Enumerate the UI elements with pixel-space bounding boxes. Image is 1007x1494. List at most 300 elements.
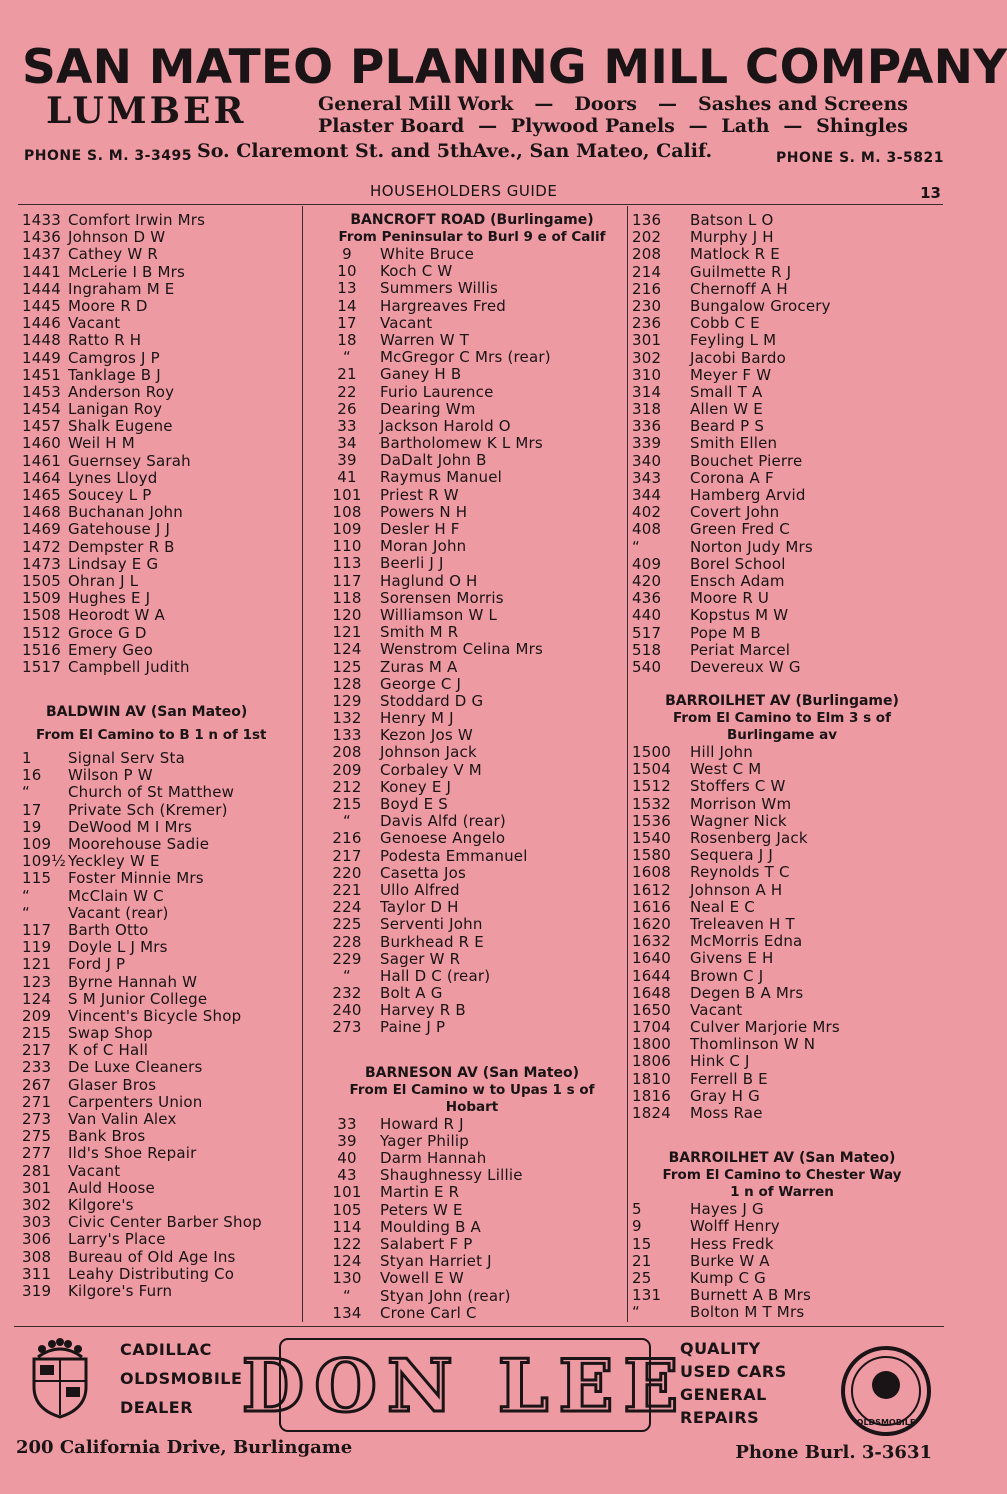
resident-name: Casetta Jos xyxy=(380,863,467,882)
resident-name: Church of St Matthew xyxy=(68,783,235,802)
directory-entry xyxy=(318,366,626,383)
directory-entry xyxy=(632,384,932,401)
house-number: 1648 xyxy=(632,983,671,1002)
house-number: 1451 xyxy=(22,365,61,384)
directory-entry xyxy=(318,624,626,641)
directory-entry xyxy=(22,956,300,973)
resident-name: Lynes Lloyd xyxy=(68,468,158,487)
house-number: 1449 xyxy=(22,348,61,367)
directory-entry xyxy=(632,315,932,332)
street-range: 1 n of Warren xyxy=(730,1184,834,1201)
house-number: 39 xyxy=(337,1131,357,1150)
service-item: Sashes and Screens xyxy=(698,93,908,115)
house-number: 14 xyxy=(337,296,357,315)
service-item: — xyxy=(688,115,708,137)
house-number: 118 xyxy=(332,588,362,607)
service-item: — xyxy=(657,93,677,115)
resident-name: Private Sch (Kremer) xyxy=(68,800,228,819)
resident-name: Periat Marcel xyxy=(690,640,791,659)
resident-name: Stoffers C W xyxy=(690,777,786,796)
directory-entry xyxy=(318,848,626,865)
directory-entry xyxy=(318,1002,626,1019)
resident-name: Salabert F P xyxy=(380,1234,473,1253)
resident-name: Priest R W xyxy=(380,485,459,504)
directory-entry xyxy=(632,916,932,933)
directory-entry xyxy=(22,470,300,487)
house-number: 1464 xyxy=(22,468,61,487)
resident-name: Carpenters Union xyxy=(68,1092,203,1111)
house-number: 41 xyxy=(337,468,357,487)
house-number: 1536 xyxy=(632,811,671,830)
house-number: 10 xyxy=(337,262,357,281)
directory-entry xyxy=(22,1042,300,1059)
house-number: 228 xyxy=(332,932,362,951)
directory-entry xyxy=(632,367,932,384)
resident-name: Powers N H xyxy=(380,502,468,521)
directory-entry xyxy=(22,281,300,298)
directory-entry xyxy=(632,950,932,967)
house-number: 311 xyxy=(22,1264,52,1283)
resident-name: Foster Minnie Mrs xyxy=(68,869,204,888)
directory-entry xyxy=(318,573,626,590)
directory-entry xyxy=(318,934,626,951)
directory-entry xyxy=(318,435,626,452)
directory-entry xyxy=(632,864,932,881)
resident-name: Moulding B A xyxy=(380,1217,481,1236)
house-number: 130 xyxy=(332,1269,362,1288)
resident-name: Lindsay E G xyxy=(68,554,159,573)
house-number: 9 xyxy=(632,1217,642,1236)
directory-entry xyxy=(632,847,932,864)
house-number: “ xyxy=(22,783,30,802)
house-number: 271 xyxy=(22,1092,52,1111)
street-range: Hobart xyxy=(445,1098,499,1115)
house-number: 128 xyxy=(332,674,362,693)
directory-entry xyxy=(22,1283,300,1300)
house-number: 132 xyxy=(332,709,362,728)
directory-entry xyxy=(22,1214,300,1231)
directory-entry xyxy=(632,1053,932,1070)
directory-entry xyxy=(632,882,932,899)
resident-name: Jackson Harold O xyxy=(380,416,511,435)
resident-name: Anderson Roy xyxy=(68,382,175,401)
resident-name: Kopstus M W xyxy=(690,606,789,625)
top-advertisement xyxy=(18,40,1007,175)
house-number: 40 xyxy=(337,1149,357,1167)
directory-entry xyxy=(632,453,932,470)
directory-entry xyxy=(22,556,300,573)
directory-entry xyxy=(632,1071,932,1088)
house-number: 214 xyxy=(632,262,662,281)
house-number: 1446 xyxy=(22,314,61,333)
resident-name: Hargreaves Fred xyxy=(380,296,506,315)
resident-name: DaDalt John B xyxy=(380,451,487,470)
directory-entry xyxy=(22,332,300,349)
directory-entry xyxy=(318,1253,626,1270)
house-number: 1433 xyxy=(22,211,61,229)
house-number: 240 xyxy=(332,1001,362,1020)
resident-name: Bartholomew K L Mrs xyxy=(380,434,543,453)
resident-name: Taylor D H xyxy=(380,898,459,917)
house-number: 117 xyxy=(332,571,362,590)
house-number: 134 xyxy=(332,1303,362,1322)
directory-entry xyxy=(632,281,932,298)
house-number: 1461 xyxy=(22,451,61,470)
directory-entry xyxy=(22,573,300,590)
directory-column-1 xyxy=(22,212,300,1300)
house-number: 308 xyxy=(22,1247,52,1266)
directory-entry xyxy=(318,659,626,676)
directory-entry xyxy=(22,453,300,470)
directory-entry xyxy=(318,590,626,607)
resident-name: De Luxe Cleaners xyxy=(68,1058,203,1077)
directory-entry xyxy=(22,1059,300,1076)
resident-name: Gray H G xyxy=(690,1086,760,1105)
directory-entry xyxy=(22,590,300,607)
directory-entry xyxy=(22,1197,300,1214)
resident-name: Guilmette R J xyxy=(690,262,792,281)
house-number: 233 xyxy=(22,1058,52,1077)
resident-name: Neal E C xyxy=(690,897,755,916)
house-number: 281 xyxy=(22,1161,52,1180)
resident-name: Guernsey Sarah xyxy=(68,451,191,470)
directory-entry xyxy=(632,1002,932,1019)
resident-name: Cathey W R xyxy=(68,245,158,264)
house-number: 1632 xyxy=(632,932,671,951)
directory-entry xyxy=(22,539,300,556)
house-number: “ xyxy=(343,812,351,831)
house-number: “ xyxy=(22,903,30,922)
directory-entry xyxy=(22,264,300,281)
directory-entry xyxy=(22,1025,300,1042)
resident-name: McClain W C xyxy=(68,886,164,905)
resident-name: Darm Hannah xyxy=(380,1149,487,1167)
house-number: 220 xyxy=(332,863,362,882)
resident-name: Heorodt W A xyxy=(68,606,165,625)
resident-name: Koch C W xyxy=(380,262,453,281)
resident-name: Swap Shop xyxy=(68,1024,153,1043)
street-heading: BARNESON AV (San Mateo) xyxy=(364,1064,580,1081)
resident-name: Larry's Place xyxy=(68,1230,166,1249)
company-name: SAN MATEO PLANING MILL COMPANY xyxy=(22,40,1007,95)
directory-entry xyxy=(632,968,932,985)
resident-name: Covert John xyxy=(690,503,780,522)
house-number: 33 xyxy=(337,416,357,435)
directory-entry xyxy=(632,1218,932,1235)
resident-name: Norton Judy Mrs xyxy=(690,537,813,556)
house-number: 224 xyxy=(332,898,362,917)
house-number: 43 xyxy=(337,1166,357,1185)
house-number: 310 xyxy=(632,365,662,384)
directory-entry xyxy=(318,1150,626,1167)
house-number: 1441 xyxy=(22,262,61,281)
resident-name: Sager W R xyxy=(380,949,461,968)
directory-entry xyxy=(318,1184,626,1201)
directory-entry xyxy=(22,659,300,676)
house-number: “ xyxy=(632,537,640,556)
resident-name: Camgros J P xyxy=(68,348,160,367)
directory-entry xyxy=(318,452,626,469)
directory-entry xyxy=(632,625,932,642)
directory-entry xyxy=(318,641,626,658)
house-number: 344 xyxy=(632,486,662,504)
house-number: 318 xyxy=(632,400,662,419)
resident-name: Harvey R B xyxy=(380,1001,466,1020)
house-number: 1824 xyxy=(632,1104,671,1122)
directory-entry xyxy=(632,813,932,830)
house-number: 319 xyxy=(22,1281,52,1300)
resident-name: Ingraham M E xyxy=(68,279,175,298)
directory-column-3 xyxy=(632,212,932,1322)
resident-name: Haglund O H xyxy=(380,571,478,590)
resident-name: McMorris Edna xyxy=(690,932,803,951)
resident-name: Tanklage B J xyxy=(68,365,161,384)
resident-name: Bouchet Pierre xyxy=(690,451,803,470)
service-lines xyxy=(680,1337,787,1429)
resident-name: Hayes J G xyxy=(690,1200,764,1219)
house-number: 314 xyxy=(632,382,662,401)
resident-name: Glaser Bros xyxy=(68,1075,157,1094)
house-number: 1806 xyxy=(632,1052,671,1071)
directory-entry xyxy=(632,229,932,246)
house-number: 230 xyxy=(632,296,662,315)
directory-entry xyxy=(318,968,626,985)
directory-entry xyxy=(22,974,300,991)
directory-entry xyxy=(632,744,932,761)
house-number: 114 xyxy=(332,1217,362,1236)
house-number: 440 xyxy=(632,606,662,625)
resident-name: Burnett A B Mrs xyxy=(690,1286,811,1305)
service-line: QUALITY xyxy=(680,1339,761,1358)
directory-entry xyxy=(632,1253,932,1270)
resident-name: Bolt A G xyxy=(380,984,443,1003)
resident-name: Hink C J xyxy=(690,1052,750,1071)
directory-entry xyxy=(318,607,626,624)
resident-name: Hill John xyxy=(690,743,753,762)
house-number: 117 xyxy=(22,920,52,939)
resident-name: Crone Carl C xyxy=(380,1303,477,1322)
house-number: 302 xyxy=(632,348,662,367)
house-number: 402 xyxy=(632,503,662,522)
house-number: 1512 xyxy=(632,777,671,796)
directory-entry xyxy=(22,767,300,784)
directory-entry xyxy=(22,922,300,939)
street-heading: BANCROFT ROAD (Burlingame) xyxy=(350,212,594,228)
services-line-1 xyxy=(318,93,908,115)
directory-entry xyxy=(22,521,300,538)
directory-entry xyxy=(22,1128,300,1145)
resident-name: Wolff Henry xyxy=(690,1217,780,1236)
directory-entry xyxy=(318,555,626,572)
resident-name: Hess Fredk xyxy=(690,1234,774,1253)
house-number: 1620 xyxy=(632,914,671,933)
dealer-lines xyxy=(120,1335,242,1422)
resident-name: Johnson D W xyxy=(68,228,166,247)
house-number: 209 xyxy=(22,1006,52,1025)
resident-name: Martin E R xyxy=(380,1183,460,1202)
house-number: 1800 xyxy=(632,1035,671,1054)
house-number: 518 xyxy=(632,640,662,659)
directory-entry xyxy=(318,418,626,435)
resident-name: McLerie I B Mrs xyxy=(68,262,186,281)
directory-entry xyxy=(22,625,300,642)
resident-name: Ratto R H xyxy=(68,331,142,350)
house-number: 133 xyxy=(332,726,362,745)
resident-name: Moss Rae xyxy=(690,1104,763,1122)
directory-entry xyxy=(22,1266,300,1283)
resident-name: Allen W E xyxy=(690,400,763,419)
dealer-address: 200 California Drive, Burlingame xyxy=(16,1437,353,1458)
directory-entry xyxy=(632,830,932,847)
resident-name: George C J xyxy=(380,674,462,693)
house-number: 124 xyxy=(22,989,52,1008)
resident-name: Cobb C E xyxy=(690,314,760,333)
house-number: 208 xyxy=(632,245,662,264)
company-address: So. Claremont St. and 5thAve., San Mateo, Calif. xyxy=(197,140,713,162)
directory-entry xyxy=(22,487,300,504)
directory-entry xyxy=(632,539,932,556)
house-number: 119 xyxy=(22,938,52,957)
directory-entry xyxy=(632,985,932,1002)
house-number: 340 xyxy=(632,451,662,470)
resident-name: Yeckley W E xyxy=(68,852,160,871)
house-number: 517 xyxy=(632,623,662,642)
directory-entry xyxy=(632,590,932,607)
directory-entry xyxy=(318,349,626,366)
house-number: 212 xyxy=(332,777,362,796)
house-number: 1 xyxy=(22,749,32,768)
house-number: 339 xyxy=(632,434,662,453)
house-number: 124 xyxy=(332,1252,362,1271)
house-number: “ xyxy=(343,966,351,985)
resident-name: Murphy J H xyxy=(690,228,774,247)
house-number: 306 xyxy=(22,1230,52,1249)
resident-name: Groce G D xyxy=(68,623,147,642)
resident-name: Hughes E J xyxy=(68,589,151,608)
resident-name: Burkhead R E xyxy=(380,932,484,951)
directory-entry xyxy=(318,779,626,796)
resident-name: Vowell E W xyxy=(380,1269,464,1288)
resident-name: Emery Geo xyxy=(68,640,153,659)
directory-entry xyxy=(632,1270,932,1287)
directory-entry xyxy=(318,538,626,555)
column-divider xyxy=(302,206,303,1322)
directory-entry xyxy=(318,916,626,933)
resident-name: Ensch Adam xyxy=(690,571,785,590)
house-number: 1436 xyxy=(22,228,61,247)
directory-entry xyxy=(22,750,300,767)
house-number: 408 xyxy=(632,520,662,539)
house-number: 1644 xyxy=(632,966,671,985)
house-number: 275 xyxy=(22,1127,52,1146)
directory-entry xyxy=(318,951,626,968)
resident-name: Ild's Shoe Repair xyxy=(68,1144,197,1163)
resident-name: Moore R U xyxy=(690,589,770,608)
house-number: 1508 xyxy=(22,606,61,625)
resident-name: Yager Philip xyxy=(380,1131,469,1150)
directory-entry xyxy=(318,1116,626,1133)
house-number: 1468 xyxy=(22,503,61,522)
resident-name: Vacant xyxy=(68,1161,121,1180)
house-number: 122 xyxy=(332,1234,362,1253)
house-number: 131 xyxy=(632,1286,662,1305)
resident-name: Pope M B xyxy=(690,623,761,642)
directory-entry xyxy=(318,298,626,315)
directory-entry xyxy=(632,504,932,521)
directory-entry xyxy=(22,853,300,870)
directory-entry xyxy=(632,264,932,281)
resident-name: Matlock R E xyxy=(690,245,780,264)
resident-name: West C M xyxy=(690,760,762,779)
directory-entry xyxy=(318,263,626,280)
directory-entry xyxy=(22,642,300,659)
house-number: 39 xyxy=(337,451,357,470)
house-number: 123 xyxy=(22,972,52,991)
directory-entry xyxy=(318,384,626,401)
resident-name: Feyling L M xyxy=(690,331,777,350)
service-item: Plywood Panels xyxy=(510,115,675,137)
resident-name: Paine J P xyxy=(380,1018,446,1037)
resident-name: Treleaven H T xyxy=(690,914,795,933)
resident-name: Reynolds T C xyxy=(690,863,790,882)
resident-name: Gatehouse J J xyxy=(68,520,171,539)
bottom-advertisement xyxy=(14,1326,944,1477)
resident-name: Comfort Irwin Mrs xyxy=(68,211,206,229)
house-number: 1810 xyxy=(632,1069,671,1088)
house-number: 273 xyxy=(332,1018,362,1037)
house-number: 136 xyxy=(632,211,662,229)
resident-name: Byrne Hannah W xyxy=(68,972,198,991)
resident-name: Johnson Jack xyxy=(380,743,477,762)
resident-name: Corbaley V M xyxy=(380,760,482,779)
resident-name: Jacobi Bardo xyxy=(690,348,786,367)
directory-entry xyxy=(632,1088,932,1105)
resident-name: Van Valin Alex xyxy=(68,1110,177,1128)
house-number: 121 xyxy=(332,623,362,642)
resident-name: Wilson P W xyxy=(68,766,153,785)
resident-name: Signal Serv Sta xyxy=(68,749,186,768)
house-number: “ xyxy=(343,1286,351,1305)
directory-entry xyxy=(22,905,300,922)
resident-name: Bureau of Old Age Ins xyxy=(68,1247,236,1266)
house-number: 1444 xyxy=(22,279,61,298)
directory-entry xyxy=(632,435,932,452)
directory-entry xyxy=(22,888,300,905)
house-number: 1453 xyxy=(22,382,61,401)
house-number: 343 xyxy=(632,468,662,487)
directory-entry xyxy=(318,315,626,332)
directory-entry xyxy=(318,1019,626,1036)
house-number: 1472 xyxy=(22,537,61,556)
resident-name: Davis Alfd (rear) xyxy=(380,812,506,831)
house-number: 1517 xyxy=(22,657,61,676)
directory-entry xyxy=(318,332,626,349)
house-number: 1540 xyxy=(632,829,671,847)
house-number: 1504 xyxy=(632,760,671,779)
directory-entry xyxy=(22,1145,300,1162)
resident-name: Kump C G xyxy=(690,1268,766,1287)
directory-entry xyxy=(632,487,932,504)
house-number: 113 xyxy=(332,554,362,573)
resident-name: Batson L O xyxy=(690,211,774,229)
house-number: 101 xyxy=(332,1183,362,1202)
house-number: 1704 xyxy=(632,1018,671,1037)
house-number: 110 xyxy=(332,537,362,556)
resident-name: Smith M R xyxy=(380,623,459,642)
street-range: From El Camino w to Upas 1 s of xyxy=(349,1081,595,1098)
resident-name: Howard R J xyxy=(380,1114,464,1133)
resident-name: Raymus Manuel xyxy=(380,468,503,487)
